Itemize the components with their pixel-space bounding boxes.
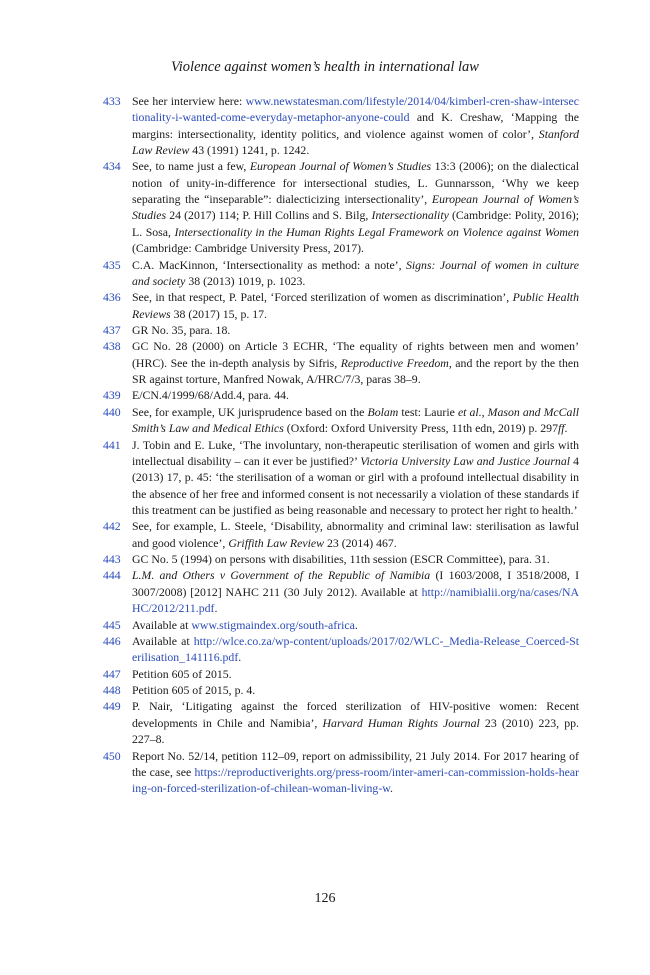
footnote-text	[132, 338, 579, 387]
footnote-number[interactable]: 437	[103, 323, 121, 337]
footnote-449	[103, 698, 579, 747]
footnote-italic-text: Reproductive Freedom	[340, 355, 449, 370]
footnote-italic-text: Griffith Law Review	[228, 535, 324, 550]
footnote-439	[103, 387, 579, 403]
footnote-text	[132, 633, 579, 666]
footnote-italic-text: Public Health Reviews	[132, 290, 579, 321]
footnote-italic-text: Mason and McCall Smith’s Law and Medical Ethics	[132, 404, 579, 436]
footnote-link[interactable]: www.newstatesman.com/lifestyle/2014/04/kimberl-cren-shaw-intersectionality-i-wanted-come-everyday-metaphor-anyone-could	[132, 94, 579, 125]
footnote-text-run: Available at	[132, 633, 194, 648]
footnote-text	[132, 404, 579, 437]
footnote-text-run: (Oxford: Oxford University Press, 11th edn, 2019) p. 297	[283, 421, 558, 436]
footnote-number[interactable]: 435	[103, 257, 121, 272]
footnote-text-run: See, for example, UK jurisprudence based on the	[132, 404, 368, 419]
footnote-text-run: GR No. 35, para. 18.	[132, 323, 231, 337]
footnote-italic-text: Harvard Human Rights Journal	[322, 715, 480, 730]
footnote-text-run: .	[354, 617, 358, 632]
footnote-link[interactable]: http://wlce.co.za/wp-content/uploads/2017/02/WLC-_Media-Release_Coerced-Sterilisation_141116.pdf	[132, 633, 579, 665]
page-number: 126	[314, 891, 336, 906]
footnote-text	[132, 93, 579, 158]
footnote-445	[103, 617, 579, 633]
footnote-number[interactable]: 446	[103, 633, 121, 648]
footnote-438	[103, 338, 579, 387]
footnote-number[interactable]: 443	[103, 552, 121, 567]
footnote-448	[103, 682, 579, 698]
footnote-text-run: 38 (2013) 1019, p. 1023.	[185, 273, 306, 288]
footnote-text-run: GC No. 28 (2000) on Article 3 ECHR, ‘The equality of rights between men and women’ (HRC). See the in-depth analysis by Sifris,	[132, 339, 579, 370]
footnote-number[interactable]: 450	[103, 748, 121, 763]
footnote-text-run: (I 1603/2008, I 3518/2008, I 3007/2008) [2012] NAHC 211 (30 July 2012). Available at	[132, 568, 580, 599]
footnote-text-run: See, to name just a few,	[132, 159, 250, 174]
footnote-number[interactable]: 448	[103, 683, 121, 698]
footnote-text-run: E/CN.4/1999/68/Add.4, para. 44.	[132, 388, 289, 403]
footnote-text	[132, 698, 579, 747]
footnote-italic-text: European Journal of Women’s Studies	[132, 192, 579, 223]
footnote-number[interactable]: 440	[103, 404, 121, 419]
footnote-link[interactable]: http://namibialii.org/na/cases/NAHC/2012/211.pdf	[132, 584, 579, 616]
footnote-text	[132, 289, 579, 322]
footnote-number[interactable]: 447	[103, 666, 121, 681]
footnote-italic-text: Stanford Law Review	[132, 126, 579, 158]
footnote-442	[103, 518, 579, 551]
footnote-text-run: .	[390, 781, 393, 796]
footnote-link[interactable]: www.stigmaindex.org/south-africa	[191, 617, 355, 632]
running-head: Violence against women’s health in international law	[171, 59, 479, 75]
footnote-text-run: 23 (2010) 223, pp. 227–8.	[132, 715, 579, 747]
footnote-text-run: Available at	[132, 617, 192, 632]
footnote-text-run: C.A. MacKinnon, ‘Intersectionality as method: a note’,	[132, 257, 406, 272]
footnote-text-run: Petition 605 of 2015, p. 4.	[132, 683, 256, 698]
footnote-text-run: See, in that respect, P. Patel, ‘Forced sterilization of women as discrimination’,	[132, 290, 513, 305]
footnote-text-run: (Cambridge: Polity, 2016); L. Sosa,	[132, 208, 579, 239]
footnote-text-run: (Cambridge: Cambridge University Press, 2017).	[132, 241, 364, 256]
footnote-text-run: 13:3 (2006); on the dialectical notion of unity-in-difference for intersectional studies, L. Gunnarsson, ‘Why we keep separating the “inseparable”: dialecticizing intersectionality’,	[132, 159, 579, 207]
footnote-italic-text: Intersectionality in the Human Rights Legal Framework on Violence against Women	[174, 224, 579, 239]
footnote-text	[132, 682, 579, 698]
footnote-italic-text: European Journal of Women’s Studies	[249, 159, 432, 174]
footnote-text	[132, 617, 579, 633]
footnote-text-run: 4 (2013) 17, p. 45: ‘the sterilisation of a woman or girl with a profound intellectual disability in the absence of her free and informed consent is not necessarily a violation of these standards if this treatment can be justified as being reasonable and necessary to protect her right to health.’	[132, 453, 579, 517]
footnote-italic-text: Bolam	[367, 404, 399, 419]
footnote-443	[103, 551, 579, 567]
footnote-number[interactable]: 433	[103, 94, 121, 108]
footnote-text-run: 24 (2017) 114; P. Hill Collins and S. Bilg,	[166, 208, 372, 223]
footnote-italic-text: L.M. and Others v Government of the Republic of Namibia	[132, 568, 431, 583]
footnote-text-run: See, for example, L. Steele, ‘Disability, abnormality and criminal law: sterilisation as lawful and good violence’,	[132, 519, 579, 550]
footnote-text-run: test: Laurie	[398, 404, 458, 419]
footnote-number[interactable]: 434	[103, 159, 121, 174]
footnote-436	[103, 289, 579, 322]
footnote-number[interactable]: 439	[103, 388, 121, 403]
footnote-text	[132, 158, 579, 256]
footnote-text	[132, 666, 579, 682]
footnote-italic-text: et al.	[457, 404, 482, 419]
footnote-446	[103, 633, 579, 666]
footnote-441	[103, 437, 579, 519]
footnote-text	[132, 567, 579, 616]
footnote-link[interactable]: https://reproductiverights.org/press-room/inter-ameri-can-commission-holds-hearing-on-forced-sterilization-of-chilean-woman-living-w	[132, 764, 579, 796]
footnote-number[interactable]: 441	[103, 437, 121, 452]
footnote-italic-text: Victoria University Law and Justice Journal	[360, 453, 570, 468]
footnote-text	[132, 748, 579, 797]
footnote-437	[103, 322, 579, 338]
footnote-text	[132, 257, 579, 290]
footnote-447	[103, 666, 579, 682]
footnotes-list	[103, 93, 579, 797]
footnote-text-run: .	[238, 650, 242, 665]
footnote-number[interactable]: 438	[103, 339, 121, 354]
footnote-italic-text: Signs: Journal of women in culture and society	[132, 257, 579, 288]
footnote-text-run: Petition 605 of 2015.	[132, 666, 232, 681]
footnote-text	[132, 551, 579, 567]
footnote-number[interactable]: 444	[103, 568, 121, 583]
footnote-number[interactable]: 449	[103, 699, 121, 714]
footnote-text-run: ,	[481, 404, 488, 419]
footnote-434	[103, 158, 579, 256]
footnote-text-run: 43 (1991) 1241, p. 1242.	[189, 143, 310, 158]
footnote-text-run: , and the report by the then SR against torture, Manfred Nowak, A/HRC/7/3, paras 38–9.	[132, 355, 579, 387]
footnote-text	[132, 322, 579, 338]
footnote-text-run: .	[564, 421, 568, 436]
footnote-italic-text: Intersectionality	[371, 208, 449, 223]
footnote-text	[132, 437, 579, 519]
footnote-text	[132, 387, 579, 403]
footnote-text-run: P. Nair, ‘Litigating against the forced sterilization of HIV-positive women: Recent developments in Chile and Namibia’,	[132, 699, 579, 730]
footnote-text-run: .	[214, 601, 218, 616]
footnote-433	[103, 93, 579, 158]
footnote-text	[132, 518, 579, 551]
footnote-text-run: GC No. 5 (1994) on persons with disabilities, 11th session (ESCR Committee), para. 31.	[132, 552, 550, 567]
footnote-450	[103, 748, 579, 797]
footnote-435	[103, 257, 579, 290]
footnote-text-run: Report No. 52/14, petition 112–09, report on admissibility, 21 July 2014. For 2017 hearing of the case, see	[132, 748, 579, 779]
footnote-number[interactable]: 436	[103, 290, 121, 305]
footnote-text-run: 23 (2014) 467.	[324, 535, 397, 550]
footnote-number[interactable]: 442	[103, 519, 121, 534]
footnote-444	[103, 567, 579, 616]
footnote-text-run: and K. Creshaw, ‘Mapping the margins: intersectionality, identity politics, and violence against women of color’,	[132, 110, 579, 141]
footnote-italic-text: ff	[557, 421, 565, 436]
footnote-number[interactable]: 445	[103, 617, 121, 632]
footnote-text-run: J. Tobin and E. Luke, ‘The involuntary, non-therapeutic sterilisation of women and girls with intellectual disability – can it ever be justified?’	[132, 437, 579, 468]
footnote-text-run: See her interview here:	[132, 94, 246, 108]
footnote-text-run: 38 (2017) 15, p. 17.	[170, 306, 267, 321]
footnote-440	[103, 404, 579, 437]
